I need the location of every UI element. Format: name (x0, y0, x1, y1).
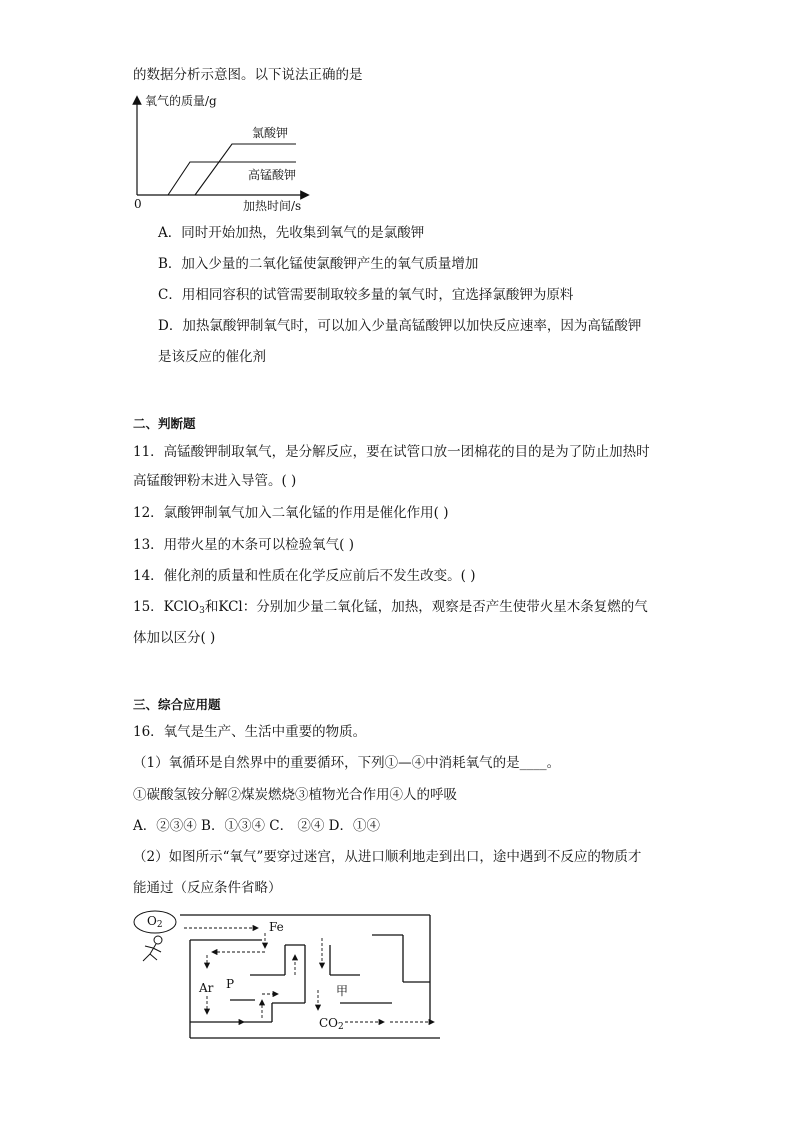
question-16-part2-line2: 能通过（反应条件省略） (133, 880, 282, 896)
question-16-part2-line1: （2）如图所示“氧气”要穿过迷宫，从进口顺利地走到出口，途中遇到不反应的物质才 (133, 849, 642, 865)
co2-subscript: 2 (338, 1022, 344, 1032)
stick-figure (143, 936, 162, 961)
co2-text: CO (319, 1016, 339, 1030)
option-a: A．同时开始加热，先收集到氧气的是氯酸钾 (158, 225, 425, 241)
question-11-line2: 高锰酸钾粉末进入导管。( ) (133, 473, 297, 489)
question-12: 12．氯酸钾制氧气加入二氧化锰的作用是催化作用( ) (133, 505, 449, 521)
series-label-potassium-permanganate: 高锰酸钾 (248, 168, 297, 182)
o2-text: O (147, 914, 157, 928)
question-16-choices: A．②③④ B．①③④ C． ②④ D．①④ (133, 818, 380, 834)
q15-suffix: 和KCl：分别加少量二氧化锰，加热，观察是否产生使带火星木条复燃的气 (204, 599, 648, 615)
question-11-line1: 11．高锰酸钾制取氧气，是分解反应，要在试管口放一团棉花的目的是为了防止加热时 (133, 444, 650, 460)
chart-origin-label: 0 (134, 197, 142, 211)
q15-subscript: 3 (199, 606, 205, 616)
question-16-items: ①碳酸氢铵分解②煤炭燃烧③植物光合作用④人的呼吸 (133, 787, 457, 803)
jia-label: 甲 (336, 984, 349, 998)
o2-subscript: 2 (156, 920, 163, 930)
question-14: 14．催化剂的质量和性质在化学反应前后不发生改变。( ) (133, 568, 476, 584)
p-label: P (226, 977, 235, 991)
option-d-continued: 是该反应的催化剂 (158, 349, 266, 365)
question-16-stem: 16．氧气是生产、生活中重要的物质。 (133, 724, 367, 740)
o2-label (147, 914, 163, 932)
maze-walls (180, 915, 440, 1038)
section-3-title: 三、综合应用题 (133, 697, 221, 712)
fe-label: Fe (269, 920, 284, 934)
chart-xlabel: 加热时间/s (243, 199, 302, 213)
ar-label: Ar (199, 981, 214, 995)
question-15-line2: 体加以区分( ) (133, 630, 216, 646)
option-c: C．用相同容积的试管需要制取较多量的氧气时，宜选择氯酸钾为原料 (158, 287, 574, 303)
option-d: D．加热氯酸钾制氧气时，可以加入少量高锰酸钾以加快反应速率，因为高锰酸钾 (158, 318, 642, 334)
series-label-potassium-chlorate: 氯酸钾 (252, 126, 289, 140)
option-b: B．加入少量的二氧化锰使氯酸钾产生的氧气质量增加 (158, 256, 479, 272)
co2-label (319, 1016, 344, 1034)
intro-text: 的数据分析示意图。以下说法正确的是 (133, 67, 363, 83)
question-13: 13．用带火星的木条可以检验氧气( ) (133, 537, 355, 553)
chart-ylabel: 氧气的质量/g (145, 94, 217, 108)
maze-path (184, 928, 434, 1022)
q15-prefix: 15．KClO (133, 599, 200, 615)
question-16-part1: （1）氧循环是自然界中的重要循环，下列①—④中消耗氧气的是____。 (133, 755, 561, 771)
section-2-title: 二、判断题 (133, 416, 196, 431)
